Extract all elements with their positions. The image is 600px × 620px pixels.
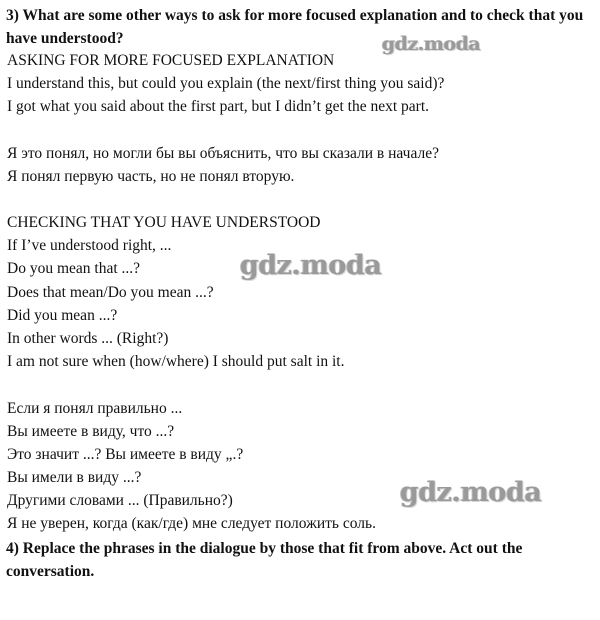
checking-english-line-6: I am not sure when (how/where) I should put salt in it. — [7, 353, 345, 370]
checking-russian-line-5: Другими словами ... (Правильно?) — [7, 492, 233, 509]
focused-english-line-1: I understand this, but could you explain (the next/first thing you said)? — [7, 75, 445, 92]
focused-russian-line-2: Я понял первую часть, но не понял вторую. — [7, 168, 295, 185]
focused-english-line-2: I got what you said about the first part, but I didn’t get the next part. — [7, 98, 429, 115]
checking-english-line-5: In other words ... (Right?) — [7, 330, 169, 347]
focused-russian-line-1: Я это понял, но могли бы вы объяснить, что вы сказали в начале? — [7, 145, 439, 162]
focused-explanation-title: ASKING FOR MORE FOCUSED EXPLANATION — [7, 52, 335, 69]
checking-english-line-1: If I’ve understood right, ... — [7, 237, 172, 254]
checking-english-line-3: Does that mean/Do you mean ...? — [7, 284, 214, 301]
checking-understood-title: CHECKING THAT YOU HAVE UNDERSTOOD — [7, 214, 321, 231]
checking-english-line-4: Did you mean ...? — [7, 307, 118, 324]
checking-russian-line-2: Вы имеете в виду, что ...? — [7, 423, 175, 440]
watermark-logo: gdz.moda — [240, 250, 382, 281]
question-4-heading: 4) Replace the phrases in the dialogue by those that fit from above. Act out the conversation. — [6, 540, 523, 580]
question-3-heading: 3) What are some other ways to ask for more focused explanation and to check that you have understood? — [6, 7, 584, 47]
checking-russian-line-6: Я не уверен, когда (как/где) мне следует положить соль. — [7, 515, 376, 532]
checking-russian-line-1: Если я понял правильно ... — [7, 400, 183, 417]
watermark-logo: gdz.moda — [400, 477, 542, 508]
watermark-logo: gdz.moda — [382, 33, 481, 55]
checking-english-line-2: Do you mean that ...? — [7, 260, 141, 277]
checking-russian-line-4: Вы имели в виду ...? — [7, 469, 142, 486]
checking-russian-line-3: Это значит ...? Вы имеете в виду „.? — [7, 446, 244, 463]
